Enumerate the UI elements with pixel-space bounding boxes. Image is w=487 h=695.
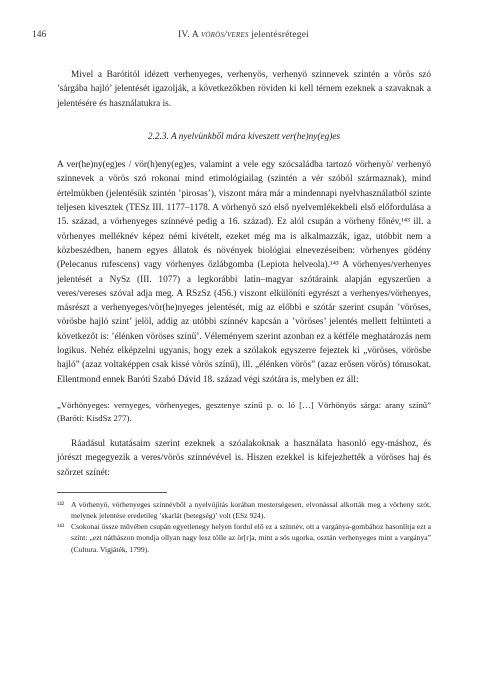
running-title-suffix: jelentésrétegei bbox=[248, 30, 309, 40]
block-quote: „Vörhönyeges: vernyeges, vörhenyeges, gesztenye színű p. o. ló […] Vörhönyös sárga: arany színű” (Baróti: KisdSz 277). bbox=[57, 399, 431, 423]
running-title bbox=[32, 30, 455, 40]
footnote-number: ¹⁴³ bbox=[57, 522, 65, 532]
footnote-divider bbox=[57, 492, 167, 493]
paragraph-main: A ver(he)ny(eg)es / vör(h)eny(eg)es, valamint a vele egy szócsaládba tartozó vörhenyö/ verhenyö szinnevek a vörös szó rokonai mind etimológiailag (szintén a vér szóból származnak), mind értelmükben (jelentésük szintén ’pirosas’), viszont mára már a mindennapi nyelvhasználatból szinte teljesen kivesztek (TESz III. 1177–1178. A vörhenyö szó első nyelvemlékekbeli első előfordulása a 15. század, a vörhenyeges színnévé pedig a 16. század). Ez alól csupán a vörheny főnév,¹⁴³ ill. a vörhenyes melléknév képez némi kivételt, ezeket még ma is alkalmazzák, igaz, utóbbit nem a közbeszédben, hanem egyes állatok és növények biológiai elnevezéseiben: vörhenyes gödény (Pelecanus rufescens) vagy vörhenyes őzlábgomba (Lepiota helveola).¹⁴³ A vörhenyes/verhenyes jelentését a NySz (III. 1077) a legkorábbi latin–magyar szótáraink alapján egyszerűen a veres/vereses szóval adja meg. A RSzSz (456.) viszont elkülöníti egyrészt a verhenyes/vörhenyes, másrészt a verhenyeges/vör(he)nyeges jelentését, míg az előbbi e szótár szerint csupán ’vöröses, vörösbe hajló szint’ jelöl, addig az utóbbi színnév kapcsán a ’vöröses’ jelentés mellett feltünteti a következőt is: ’élénken vöröses színű’. Véleményem szerint azonban ez a kétféle meghatározás nem logikus. Nehéz elképzelni ugyanis, hogy ezek a szólakok egyszerre fejeztek ki „vöröses, vörösbe hajló” (azaz voltaképpen csak kissé vörös színű), ill. „élénken vörös” (azaz erősen vörös) tónusokat. Ellentmond ennek Baróti Szabó Dávid 18. század végi szótára is, melyben ez áll: bbox=[57, 160, 431, 385]
page-number: 146 bbox=[32, 30, 47, 40]
footnote-text: Csokonai össze művében csupán egyetlenegy helyen fordul elő ez a színnév, ott a vargánya-gombához hasonlítja ezt a színt: „ezt náthászon mondja ollyan nagy lesz tölle az ör[r]a, mint a sós ugorka, osztán verhenyeges mint a vargánya” (Cultura. Vigjáték, 1799). bbox=[71, 522, 431, 554]
footnote-number: ¹⁴² bbox=[57, 499, 65, 509]
text-body bbox=[57, 68, 431, 555]
footnote-text: A vörhenyö, vörhenyeges szinnévből a nyelvújítás korában mesterségesen, elvonással alkották meg a vörheny szót, melynek jelentése eredetileg ’skarlát (betegség)’ volt (ESz 924). bbox=[71, 499, 431, 521]
paragraph-intro: Mivel a Barótitól idézett verhenyeges, verhenyös, verhenyö szinnevek szintén a vörös szó ’sárgába hajló’ jelentését igazolják, a következőkben röviden ki kell térnem ezeknek a szavaknak a jelentésére és használatukra is. bbox=[57, 70, 431, 109]
paragraph-closing: Ráadásul kutatásaim szerint ezeknek a szóalakoknak a használata hasonló egy-máshoz, és jórészt megegyezik a veres/vörös színnévével is. Hiszen ezekkel is kifejezhették a vöröses haj és szőrzet színét: bbox=[57, 438, 431, 478]
running-header bbox=[32, 30, 455, 44]
running-title-prefix: IV. A bbox=[178, 30, 201, 40]
running-title-italic: vörös/veres bbox=[200, 30, 249, 40]
section-heading: 2.2.3. A nyelvünkből mára kiveszett ver(he)ny(eg)es bbox=[147, 131, 341, 142]
footnote-143 bbox=[57, 521, 431, 555]
footnote-142 bbox=[57, 499, 431, 521]
